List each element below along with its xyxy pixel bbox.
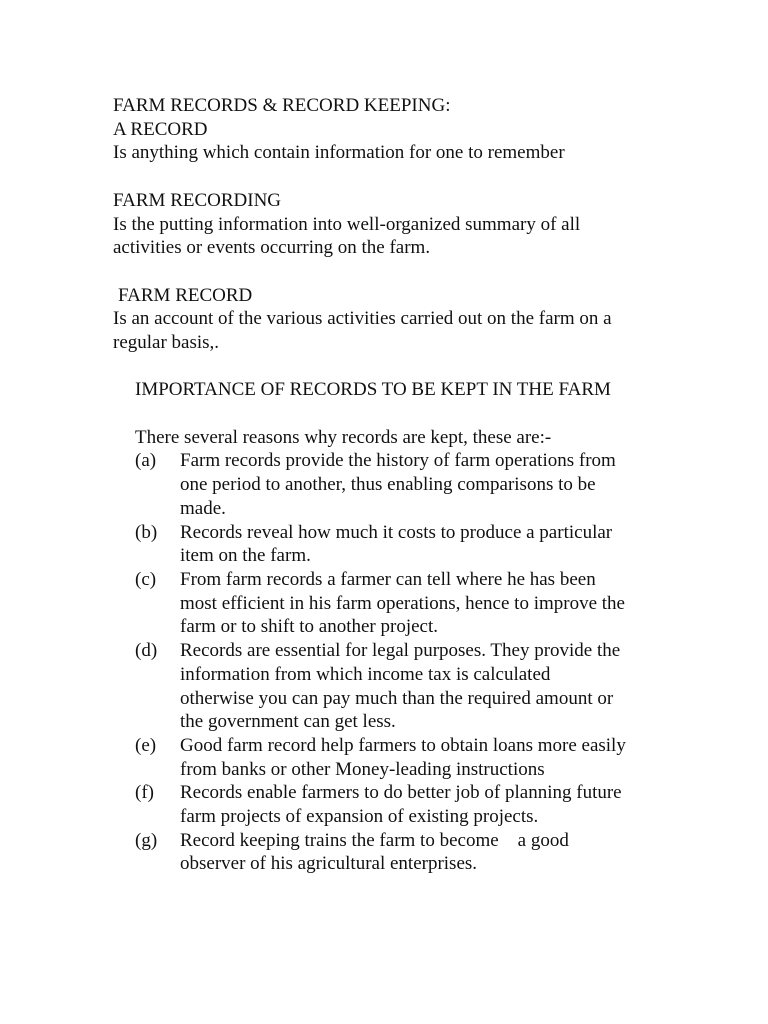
list-item-b bbox=[135, 521, 673, 568]
list-marker: (e) bbox=[135, 734, 157, 756]
document-content bbox=[113, 94, 673, 876]
list-item-line: observer of his agricultural enterprises. bbox=[180, 853, 478, 875]
paragraph-gap bbox=[113, 355, 673, 379]
list-marker: (f) bbox=[135, 782, 154, 804]
paragraph-gap bbox=[113, 260, 673, 284]
list-item-line: Record keeping trains the farm to become a good bbox=[180, 829, 569, 851]
list-item-line: from banks or other Money-leading instructions bbox=[180, 758, 545, 780]
importance-heading: IMPORTANCE OF RECORDS TO BE KEPT IN THE FARM bbox=[135, 379, 611, 401]
list-item-line: made. bbox=[180, 497, 226, 519]
list-item-text bbox=[180, 734, 673, 781]
list-item-line: most efficient in his farm operations, hence to improve the bbox=[180, 592, 625, 614]
list-item-line: From farm records a farmer can tell where he has been bbox=[180, 569, 596, 590]
section-text-farm-record-line-1: Is an account of the various activities carried out on the farm on a bbox=[113, 308, 612, 330]
list-item-a bbox=[135, 449, 673, 520]
list-item-text bbox=[180, 521, 673, 568]
paragraph-gap bbox=[113, 165, 673, 189]
list-marker: (d) bbox=[135, 640, 158, 662]
paragraph-gap bbox=[113, 402, 673, 426]
list-item-line: farm or to shift to another project. bbox=[180, 616, 439, 638]
list-item-g bbox=[135, 829, 673, 876]
list-item-line: Records are essential for legal purposes. They provide the bbox=[180, 640, 621, 662]
list-item-text bbox=[180, 639, 673, 734]
list-item-line: farm projects of expansion of existing projects. bbox=[180, 806, 539, 828]
list-item-line: Records reveal how much it costs to produce a particular bbox=[180, 521, 613, 543]
list-item-f bbox=[135, 781, 673, 828]
document-title: FARM RECORDS & RECORD KEEPING: bbox=[113, 95, 451, 116]
list-item-line: the government can get less. bbox=[180, 711, 396, 733]
list-item-line: Good farm record help farmers to obtain loans more easily bbox=[180, 734, 626, 756]
list-item-line: otherwise you can pay much than the required amount or bbox=[180, 687, 614, 709]
list-marker: (c) bbox=[135, 569, 157, 590]
list-item-line: Records enable farmers to do better job of planning future bbox=[180, 782, 622, 804]
list-item-line: one period to another, thus enabling comparisons to be bbox=[180, 474, 596, 496]
section-heading-a-record: A RECORD bbox=[113, 118, 208, 140]
list-marker: (b) bbox=[135, 521, 158, 543]
importance-intro: There several reasons why records are kept, these are:- bbox=[135, 426, 552, 448]
list-marker: (g) bbox=[135, 829, 158, 851]
section-heading-farm-recording: FARM RECORDING bbox=[113, 189, 282, 211]
list-item-text bbox=[180, 781, 673, 828]
list-item-text bbox=[180, 829, 673, 876]
reasons-list bbox=[113, 449, 673, 876]
section-text-a-record: Is anything which contain information for one to remember bbox=[113, 142, 565, 164]
list-item-line: Farm records provide the history of farm operations from bbox=[180, 450, 616, 472]
list-item-line: item on the farm. bbox=[180, 545, 311, 567]
section-text-farm-recording-line-1: Is the putting information into well-organized summary of all bbox=[113, 213, 581, 235]
list-item-e bbox=[135, 734, 673, 781]
list-item-text bbox=[180, 568, 673, 639]
list-item-line: information from which income tax is calculated bbox=[180, 663, 551, 685]
list-item-text bbox=[180, 449, 673, 520]
list-marker: (a) bbox=[135, 450, 157, 472]
section-text-farm-record-line-2: regular basis,. bbox=[113, 332, 220, 353]
section-text-farm-recording-line-2: activities or events occurring on the farm. bbox=[113, 237, 431, 259]
list-item-d bbox=[135, 639, 673, 734]
list-item-c bbox=[135, 568, 673, 639]
section-heading-farm-record: FARM RECORD bbox=[118, 284, 253, 306]
